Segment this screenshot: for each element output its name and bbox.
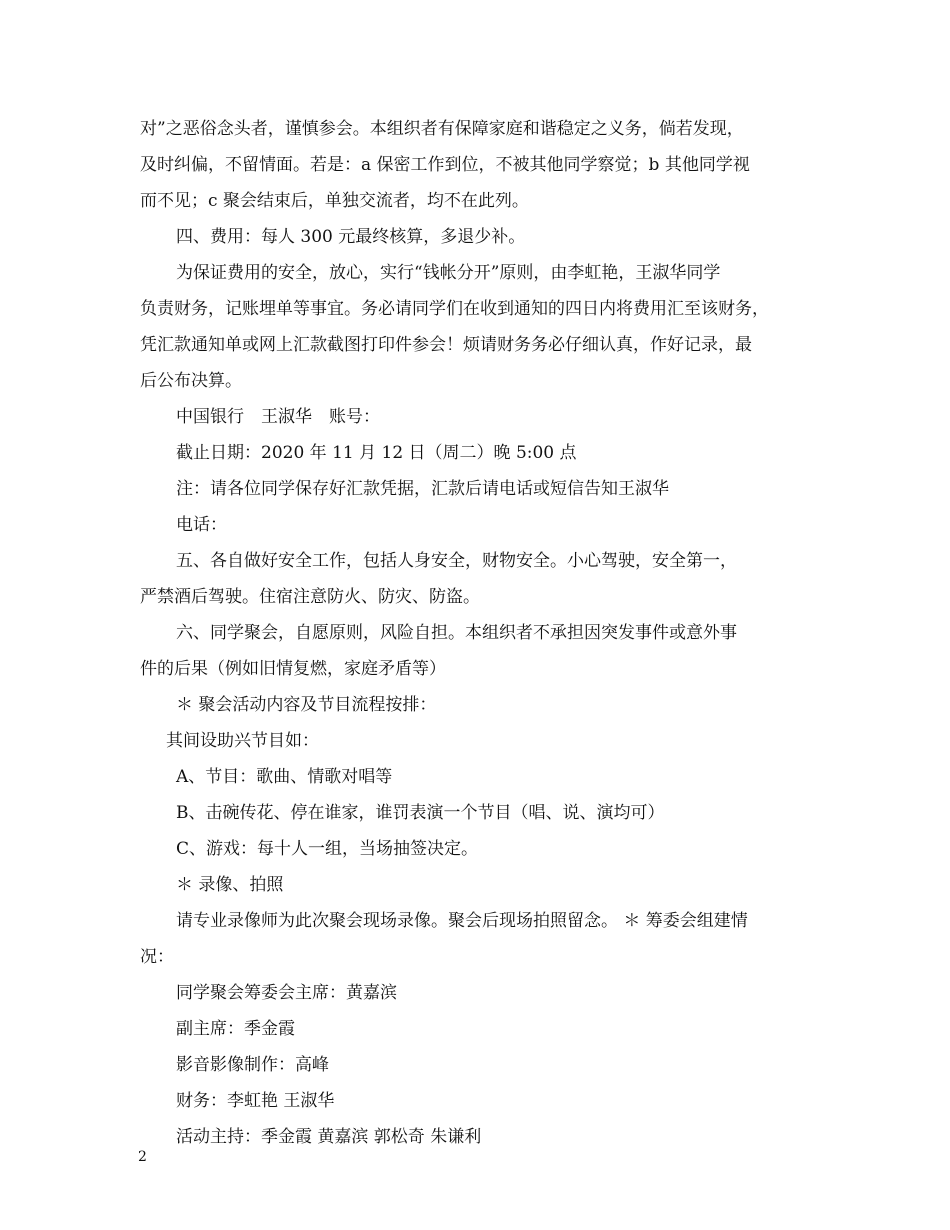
paragraph-line: 其间设助兴节目如：: [166, 731, 319, 751]
note-line: 注：请各位同学保存好汇款凭据，汇款后请电话或短信告知王淑华: [176, 479, 669, 499]
activity-heading: ＊ 聚会活动内容及节目流程按排：: [176, 695, 437, 715]
list-item: C、游戏：每十人一组，当场抽签决定。: [176, 839, 479, 859]
list-item: B、击碗传花、停在谁家，谁罚表演一个节目（唱、说、演均可）: [176, 803, 665, 823]
section-heading-voluntary: 六、同学聚会，自愿原则，风险自担。本组织者不承担因突发事件或意外事: [176, 623, 737, 643]
video-heading: ＊ 录像、拍照: [176, 875, 284, 895]
paragraph-line: 对”之恶俗念头者，谨慎参会。本组织者有保障家庭和谐稳定之义务，倘若发现，: [140, 119, 744, 139]
paragraph-line: 负责财务，记账埋单等事宜。务必请同学们在收到通知的四日内将费用汇至该财务，: [140, 299, 769, 319]
section-heading-fees: 四、费用：每人 300 元最终核算，多退少补。: [176, 227, 526, 247]
finance-line: 财务：李虹艳 王淑华: [176, 1091, 335, 1111]
phone-line: 电话：: [176, 515, 227, 535]
section-heading-safety: 五、各自做好安全工作，包括人身安全，财物安全。小心驾驶，安全第一，: [176, 551, 737, 571]
committee-chair-line: 同学聚会筹委会主席：黄嘉滨: [176, 983, 397, 1003]
paragraph-line: 后公布决算。: [140, 371, 242, 391]
paragraph-line: 为保证费用的安全，放心，实行“钱帐分开”原则，由李虹艳，王淑华同学: [176, 263, 721, 283]
paragraph-line: 请专业录像师为此次聚会现场录像。聚会后现场拍照留念。 ＊ 筹委会组建情: [176, 911, 748, 931]
paragraph-line: 件的后果（例如旧情复燃，家庭矛盾等）: [140, 659, 446, 679]
paragraph-line: 凭汇款通知单或网上汇款截图打印件参会！烦请财务务必仔细认真，作好记录，最: [140, 335, 752, 355]
paragraph-line: 严禁酒后驾驶。住宿注意防火、防灾、防盗。: [140, 587, 480, 607]
deadline-line: 截止日期：2020 年 11 月 12 日（周二）晚 5:00 点: [176, 443, 577, 463]
paragraph-line: 及时纠偏，不留情面。若是：a 保密工作到位，不被其他同学察觉；b 其他同学视: [140, 155, 750, 175]
paragraph-line: 况：: [140, 947, 174, 967]
paragraph-line: 而不见；c 聚会结束后，单独交流者，均不在此列。: [140, 191, 529, 211]
bank-info-line: 中国银行 王淑华 账号：: [176, 407, 380, 427]
media-line: 影音影像制作：高峰: [176, 1055, 329, 1075]
host-line: 活动主持：季金霞 黄嘉滨 郭松奇 朱谦利: [176, 1127, 482, 1147]
list-item: A、节目：歌曲、情歌对唱等: [176, 767, 393, 787]
vice-chair-line: 副主席：季金霞: [176, 1019, 295, 1039]
page-number: 2: [138, 1149, 147, 1165]
